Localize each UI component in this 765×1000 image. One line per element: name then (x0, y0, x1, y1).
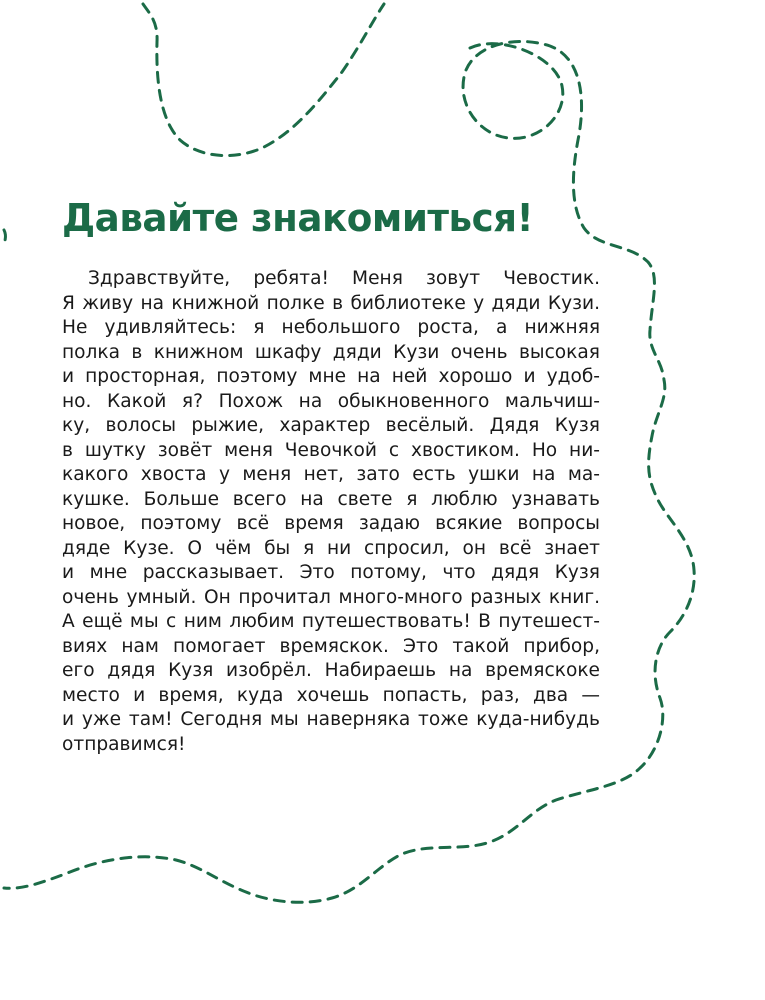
paragraph-line: и уже там! Сегодня мы наверняка тоже куда-нибудь (62, 709, 600, 730)
paragraph-line: место и время, куда хочешь попасть, раз, два — (62, 684, 600, 706)
paragraph-line: и мне рассказывает. Это потому, что дядя Кузя (62, 562, 600, 583)
page-title: Давайте знакомиться! (62, 196, 534, 240)
paragraph-line: Не удивляйтесь: я небольшого роста, а нижняя (62, 317, 600, 338)
paragraph-line: кушке. Больше всего на свете я люблю узнавать (62, 488, 600, 510)
paragraph-line: и просторная, поэтому мне на ней хорошо и удоб- (62, 366, 600, 387)
paragraph-line: какого хвоста у меня нет, зато есть ушки на ма- (62, 464, 600, 485)
dashed-path-top-left-curve (143, 4, 384, 156)
paragraph-line: его дядя Кузя изобрёл. Набираешь на времяскоке (62, 660, 600, 681)
paragraph-line: дяде Кузе. О чём бы я ни спросил, он всё знает (62, 537, 600, 559)
paragraph-line: отправимся! (62, 733, 186, 755)
paragraph-line: виях нам помогает времяскок. Это такой прибор, (62, 635, 600, 657)
paragraph-line: ку, волосы рыжие, характер весёлый. Дядя Кузя (62, 415, 600, 436)
dashed-path-bottom-left-edge (4, 230, 6, 244)
paragraph-line: Здравствуйте, ребята! Меня зовут Чевостик. (88, 268, 600, 289)
paragraph-line: новое, поэтому всё время задаю всякие вопросы (62, 513, 600, 534)
paragraph-line: в шутку зовёт меня Чевочкой с хвостиком. Но ни- (62, 439, 600, 461)
paragraph-line: Я живу на книжной полке в библиотеке у дяди Кузи. (62, 292, 600, 314)
body-paragraph (62, 267, 600, 757)
paragraph-line: А ещё мы с ним любим путешествовать! В путешест- (62, 611, 600, 632)
paragraph-line: очень умный. Он прочитал много-много разных книг. (62, 586, 600, 608)
paragraph-line: полка в книжном шкафу дяди Кузи очень высокая (62, 341, 600, 363)
paragraph-line: но. Какой я? Похож на обыкновенного мальчиш- (62, 390, 600, 412)
